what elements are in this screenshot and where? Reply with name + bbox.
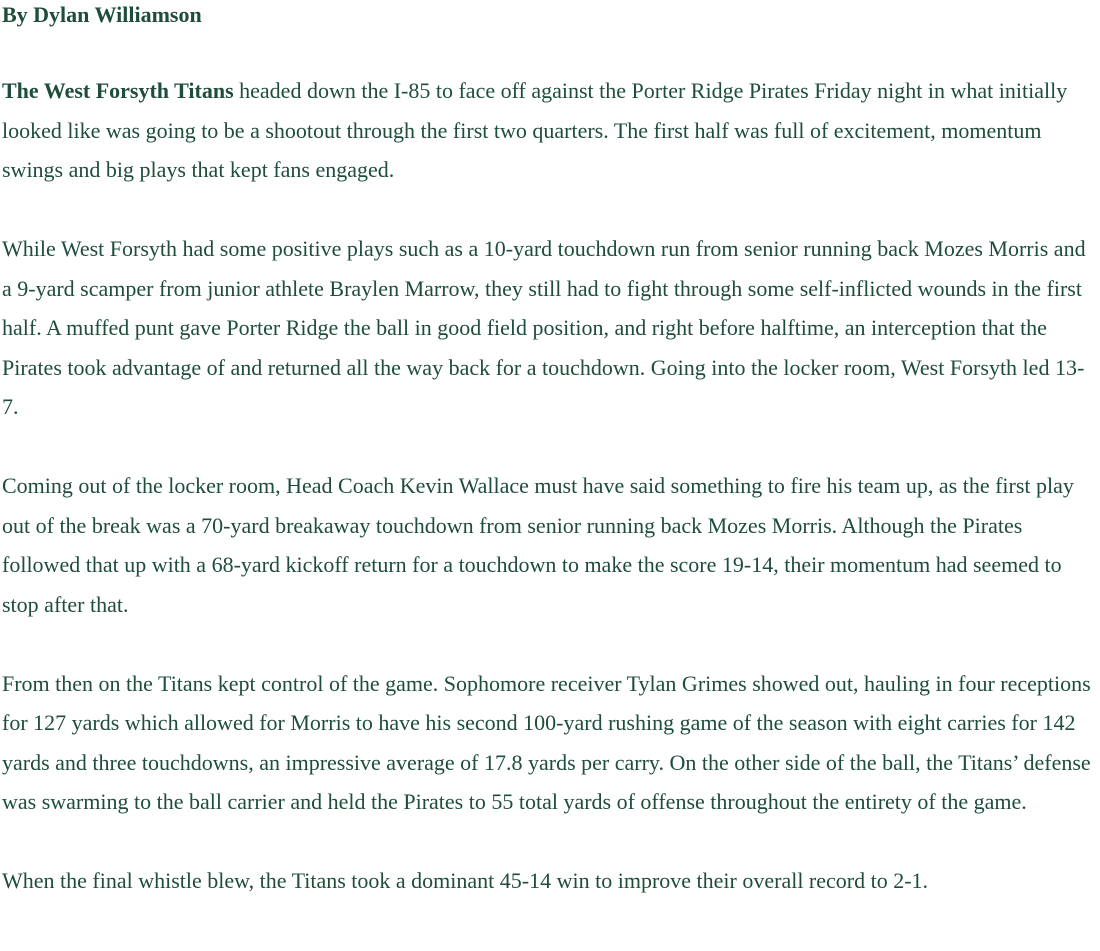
article-paragraph <box>2 861 1096 901</box>
article-body <box>0 2 1100 901</box>
byline: By Dylan Williamson <box>2 2 202 27</box>
paragraph-text: From then on the Titans kept control of the game. Sophomore receiver Tylan Grimes showed out, hauling in four receptions for 127 yards which allowed for Morris to have his second 100-yard rushing game of the season with eight carries for 142 yards and three touchdowns, an impressive average of 17.8 yards per carry. On the other side of the ball, the Titans’ defense was swarming to the ball carrier and held the Pirates to 55 total yards of offense throughout the entirety of the game. <box>2 670 1091 814</box>
article-paragraph <box>2 71 1096 190</box>
paragraph-lead-bold: The West Forsyth Titans <box>2 78 234 103</box>
article-paragraph <box>2 466 1096 624</box>
article-paragraph <box>2 664 1096 822</box>
paragraph-text: While West Forsyth had some positive plays such as a 10-yard touchdown run from senior running back Mozes Morris and a 9-yard scamper from junior athlete Braylen Marrow, they still had to fight through some self-inflicted wounds in the first half. A muffed punt gave Porter Ridge the ball in good field position, and right before halftime, an interception that the Pirates took advantage of and returned all the way back for a touchdown. Going into the locker room, West Forsyth led 13-7. <box>2 236 1086 419</box>
article-paragraph <box>2 229 1096 427</box>
paragraph-text: headed down the I-85 to face off against the Porter Ridge Pirates Friday night in what initially looked like was going to be a shootout through the first two quarters. The first half was full of excitement, momentum swings and big plays that kept fans engaged. <box>2 78 1068 182</box>
paragraph-text: When the final whistle blew, the Titans took a dominant 45-14 win to improve their overall record to 2-1. <box>2 868 929 893</box>
paragraph-text: Coming out of the locker room, Head Coach Kevin Wallace must have said something to fire his team up, as the first play out of the break was a 70-yard breakaway touchdown from senior running back Mozes Morris. Although the Pirates followed that up with a 68-yard kickoff return for a touchdown to make the score 19-14, their momentum had seemed to stop after that. <box>2 473 1074 617</box>
